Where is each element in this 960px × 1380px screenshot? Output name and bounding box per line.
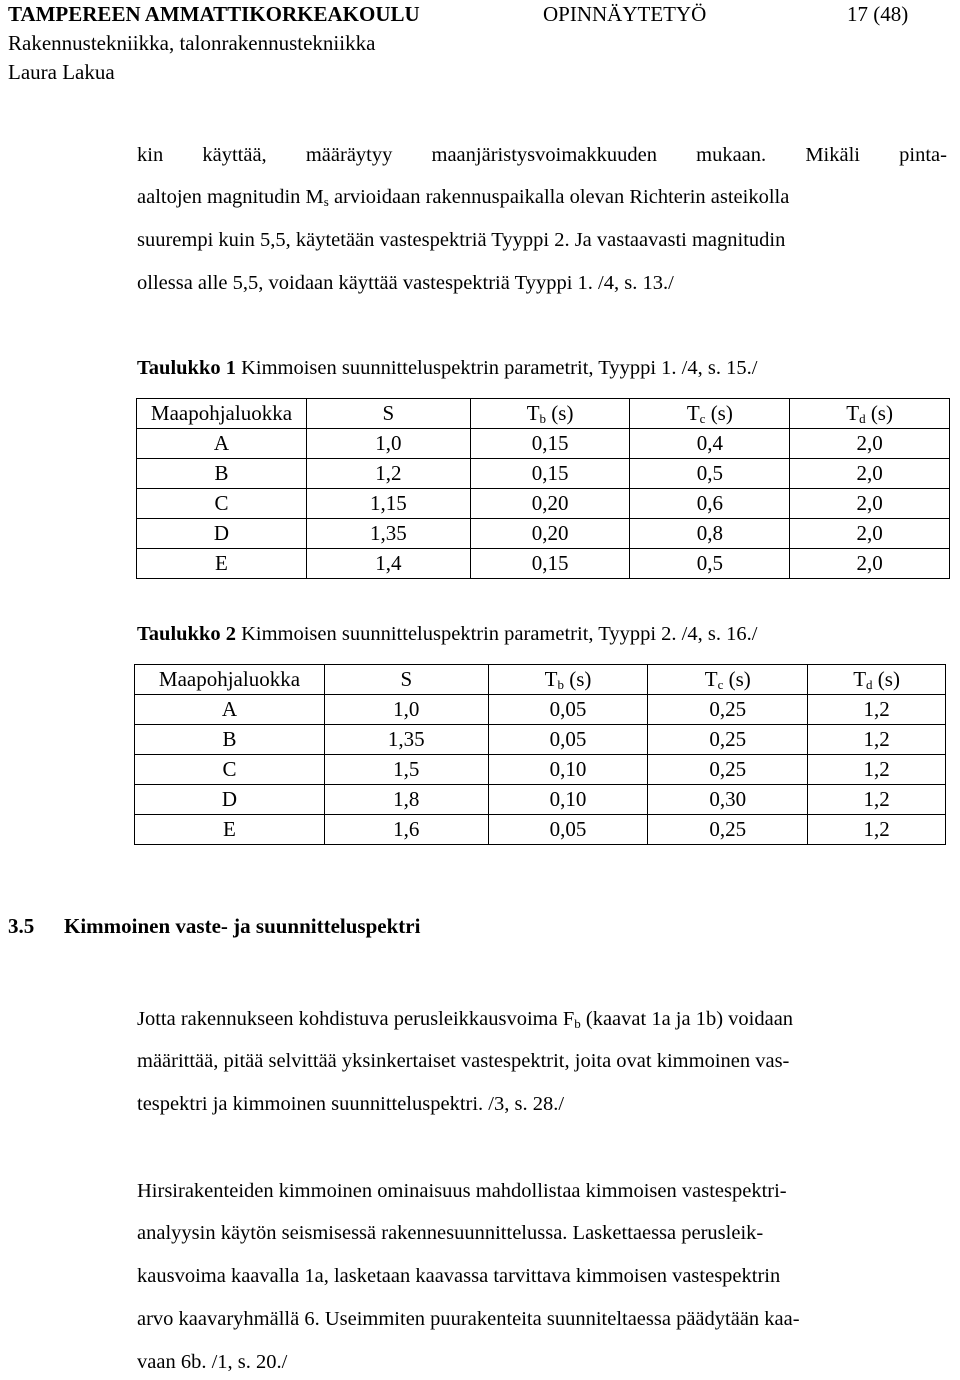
caption-text: Kimmoisen suunnitteluspektrin parametrit, Tyyppi 1. /4, s. 15./	[235, 357, 758, 379]
subscript: d	[866, 677, 873, 692]
table-cell: 1,2	[306, 459, 470, 489]
table-cell: 1,8	[324, 785, 488, 815]
paragraph-3-line-1: Hirsirakenteiden kimmoinen ominaisuus mahdollistaa kimmoisen vastespektri-	[137, 1180, 787, 1202]
table-cell: 1,2	[808, 725, 946, 755]
table-cell: 0,25	[648, 755, 808, 785]
text: (kaavat 1a ja 1b) voidaan	[580, 1008, 794, 1030]
section-number: 3.5	[8, 914, 35, 938]
word: käyttää,	[202, 144, 267, 166]
table-cell: 0,25	[648, 725, 808, 755]
table-cell: 2,0	[790, 489, 950, 519]
table-cell: 0,8	[630, 519, 790, 549]
document-type: OPINNÄYTETYÖ	[543, 2, 707, 26]
word: maanjäristysvoimakkuuden	[431, 144, 657, 166]
table-cell: 1,5	[324, 755, 488, 785]
table-2	[134, 664, 946, 845]
text: (s)	[723, 667, 751, 691]
paragraph-2-line-3: tespektri ja kimmoinen suunnitteluspektri. /3, s. 28./	[137, 1093, 565, 1115]
table-header-row	[135, 665, 946, 695]
table-cell: 0,20	[470, 489, 630, 519]
table-row	[135, 695, 946, 725]
header-cell: Maapohjaluokka	[137, 399, 307, 429]
table-row	[135, 785, 946, 815]
word: mukaan.	[696, 144, 767, 166]
header-cell: S	[324, 665, 488, 695]
table-cell: 1,2	[808, 755, 946, 785]
table-cell: D	[137, 519, 307, 549]
text: (s)	[872, 667, 900, 691]
table-cell: A	[137, 429, 307, 459]
table-cell: 0,25	[648, 815, 808, 845]
table-cell: 1,2	[808, 815, 946, 845]
table-cell: 1,2	[808, 695, 946, 725]
text: T	[686, 401, 700, 425]
header-cell	[790, 399, 950, 429]
table-cell: 0,20	[470, 519, 630, 549]
paragraph-1-line-4: ollessa alle 5,5, voidaan käyttää vastespektriä Tyyppi 1. /4, s. 13./	[137, 272, 674, 294]
table-row	[135, 725, 946, 755]
table-2-caption	[137, 623, 757, 646]
text: (s)	[563, 667, 592, 691]
table-cell: 0,25	[648, 695, 808, 725]
subscript: s	[323, 194, 329, 209]
table-cell: 0,6	[630, 489, 790, 519]
table-cell: 0,15	[470, 549, 630, 579]
table-cell: 0,05	[488, 815, 648, 845]
word: pinta-	[899, 144, 947, 166]
text: T	[704, 667, 718, 691]
table-row	[137, 549, 950, 579]
table-cell: 1,6	[324, 815, 488, 845]
text: (s)	[546, 401, 574, 425]
header-cell	[488, 665, 648, 695]
caption-label: Taulukko 1	[137, 357, 236, 379]
table-1	[136, 398, 950, 579]
subscript: b	[574, 1016, 581, 1031]
caption-text: Kimmoisen suunnitteluspektrin parametrit, Tyyppi 2. /4, s. 16./	[235, 623, 758, 645]
table-cell: 1,2	[808, 785, 946, 815]
table-cell: D	[135, 785, 325, 815]
paragraph-3-line-3: kausvoima kaavalla 1a, lasketaan kaavassa tarvittava kimmoisen vastespektrin	[137, 1265, 781, 1287]
table-cell: 0,05	[488, 725, 648, 755]
table-cell: 1,35	[324, 725, 488, 755]
subscript: c	[717, 677, 724, 692]
header-cell	[808, 665, 946, 695]
table-cell: 1,0	[306, 429, 470, 459]
table-cell: 2,0	[790, 549, 950, 579]
table-cell: 1,4	[306, 549, 470, 579]
header-cell: S	[306, 399, 470, 429]
paragraph-1-line-1	[137, 144, 947, 167]
table-row	[137, 459, 950, 489]
paragraph-3-line-2: analyysin käytön seismisessä rakennesuunnittelussa. Laskettaessa perusleik-	[137, 1222, 764, 1244]
subscript: c	[699, 411, 706, 426]
header-cell	[630, 399, 790, 429]
word: Mikäli	[805, 144, 860, 166]
subscript: d	[859, 411, 866, 426]
header-cell	[470, 399, 630, 429]
section-title: Kimmoinen vaste- ja suunnitteluspektri	[64, 914, 421, 938]
text: Jotta rakennukseen kohdistuva perusleikkausvoima F	[137, 1008, 575, 1030]
table-cell: 2,0	[790, 459, 950, 489]
text: (s)	[865, 401, 893, 425]
text: arvioidaan rakennuspaikalla olevan Richterin asteikolla	[328, 186, 790, 208]
table-cell: C	[135, 755, 325, 785]
table-cell: 0,30	[648, 785, 808, 815]
table-row	[137, 519, 950, 549]
table-row	[137, 429, 950, 459]
table-cell: 1,0	[324, 695, 488, 725]
table-cell: 0,5	[630, 459, 790, 489]
table-cell: 0,10	[488, 785, 648, 815]
paragraph-2-line-2: määrittää, pitää selvittää yksinkertaiset vastespektrit, joita ovat kimmoinen vas-	[137, 1050, 790, 1072]
paragraph-3-line-5: vaan 6b. /1, s. 20./	[137, 1351, 288, 1373]
table-cell: 2,0	[790, 519, 950, 549]
table-cell: A	[135, 695, 325, 725]
table-cell: 0,15	[470, 429, 630, 459]
table-row	[135, 755, 946, 785]
author: Laura Lakua	[8, 60, 115, 84]
paragraph-2-line-1	[137, 1008, 793, 1031]
subscript: b	[557, 677, 564, 692]
table-cell: 0,15	[470, 459, 630, 489]
table-header-row	[137, 399, 950, 429]
header-cell: Maapohjaluokka	[135, 665, 325, 695]
text: T	[846, 401, 860, 425]
table-cell: 1,35	[306, 519, 470, 549]
table-cell: 0,10	[488, 755, 648, 785]
table-cell: C	[137, 489, 307, 519]
institution-name: TAMPEREEN AMMATTIKORKEAKOULU	[8, 2, 420, 26]
page-number: 17 (48)	[847, 2, 909, 26]
text: T	[544, 667, 558, 691]
table-cell: 0,4	[630, 429, 790, 459]
text: (s)	[705, 401, 733, 425]
caption-label: Taulukko 2	[137, 623, 236, 645]
table-cell: 0,5	[630, 549, 790, 579]
table-cell: 0,05	[488, 695, 648, 725]
table-cell: B	[135, 725, 325, 755]
department: Rakennustekniikka, talonrakennustekniikka	[8, 31, 376, 55]
table-cell: E	[137, 549, 307, 579]
paragraph-1-line-3: suurempi kuin 5,5, käytetään vastespektriä Tyyppi 2. Ja vastaavasti magnitudin	[137, 229, 786, 251]
text: T	[526, 401, 540, 425]
word: määräytyy	[305, 144, 393, 166]
word: kin	[137, 144, 164, 166]
table-cell: E	[135, 815, 325, 845]
text: T	[853, 667, 867, 691]
table-cell: 2,0	[790, 429, 950, 459]
table-cell: 1,15	[306, 489, 470, 519]
table-cell: B	[137, 459, 307, 489]
subscript: b	[539, 411, 547, 426]
header-cell	[648, 665, 808, 695]
table-1-caption	[137, 357, 757, 380]
paragraph-3-line-4: arvo kaavaryhmällä 6. Useimmiten puurakenteita suunniteltaessa päädytään kaa-	[137, 1308, 800, 1330]
table-row	[137, 489, 950, 519]
text: aaltojen magnitudin M	[137, 186, 324, 208]
table-row	[135, 815, 946, 845]
paragraph-1-line-2	[137, 186, 789, 209]
